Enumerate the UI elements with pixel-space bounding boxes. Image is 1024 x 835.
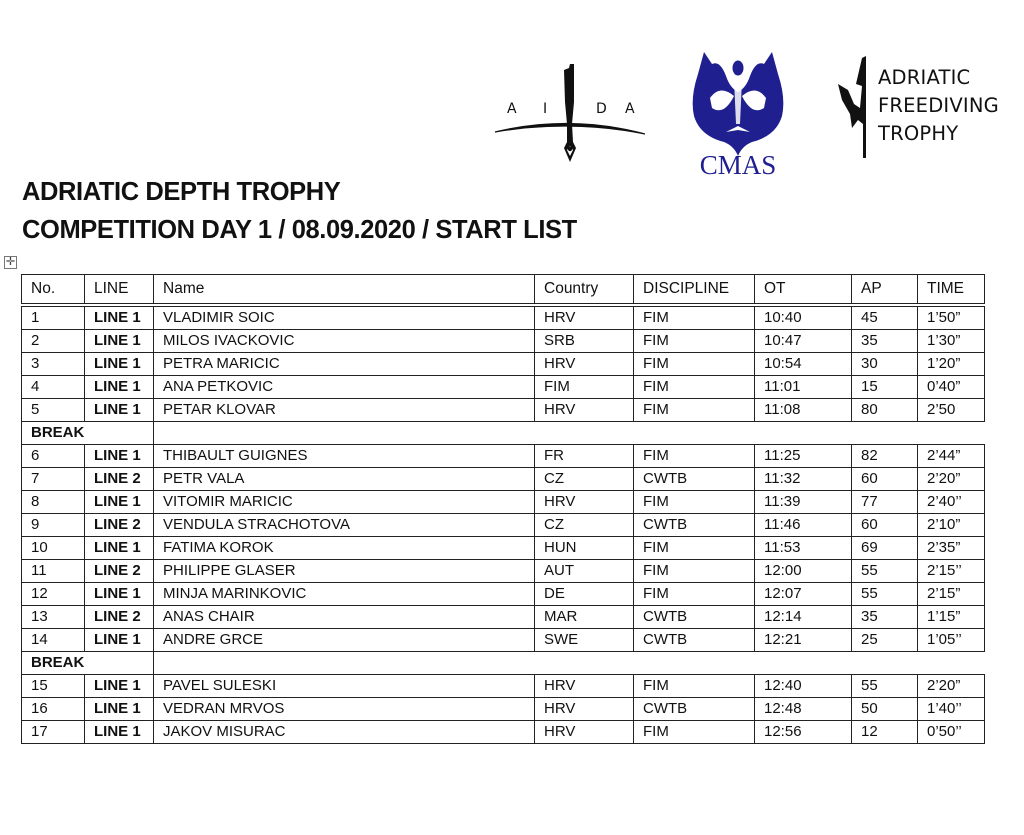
start-list-table xyxy=(21,274,985,744)
break-row xyxy=(22,422,985,445)
cell-country: HRV xyxy=(535,675,634,698)
cell-ap: 15 xyxy=(852,376,918,399)
cell-line: LINE 1 xyxy=(85,399,154,422)
cell-discipline: FIM xyxy=(634,537,755,560)
cell-time: 2’40’’ xyxy=(918,491,985,514)
cell-ot: 11:32 xyxy=(755,468,852,491)
cell-ap: 60 xyxy=(852,514,918,537)
table-row xyxy=(22,353,985,376)
table-row xyxy=(22,305,985,330)
aida-letter: D xyxy=(596,101,607,117)
column-header-discipline: DISCIPLINE xyxy=(634,275,755,306)
cell-country: HRV xyxy=(535,305,634,330)
cell-ot: 11:08 xyxy=(755,399,852,422)
cell-ap: 35 xyxy=(852,606,918,629)
cell-country: CZ xyxy=(535,514,634,537)
cell-time: 1’40’’ xyxy=(918,698,985,721)
cell-no: 3 xyxy=(22,353,85,376)
cell-ap: 25 xyxy=(852,629,918,652)
cell-time: 2’15” xyxy=(918,583,985,606)
table-row xyxy=(22,445,985,468)
cell-country: HRV xyxy=(535,353,634,376)
cell-ot: 12:48 xyxy=(755,698,852,721)
cell-ot: 10:54 xyxy=(755,353,852,376)
cell-no: 13 xyxy=(22,606,85,629)
cell-name: VEDRAN MRVOS xyxy=(154,698,535,721)
cell-time: 0’40” xyxy=(918,376,985,399)
cell-ap: 82 xyxy=(852,445,918,468)
cell-time: 1’05’’ xyxy=(918,629,985,652)
aida-letter: A xyxy=(507,101,517,117)
cell-name: ANA PETKOVIC xyxy=(154,376,535,399)
column-header-ot: OT xyxy=(755,275,852,306)
table-header-row xyxy=(22,275,985,306)
cell-line: LINE 1 xyxy=(85,698,154,721)
table-row xyxy=(22,698,985,721)
break-empty-cell xyxy=(154,422,985,445)
cell-ot: 12:07 xyxy=(755,583,852,606)
cell-ap: 35 xyxy=(852,330,918,353)
table-row xyxy=(22,560,985,583)
cmas-mermaid-icon xyxy=(690,46,786,180)
table-row xyxy=(22,629,985,652)
cell-time: 1’15” xyxy=(918,606,985,629)
column-header-ap: AP xyxy=(852,275,918,306)
break-label: BREAK xyxy=(22,422,154,445)
cell-no: 14 xyxy=(22,629,85,652)
table-row xyxy=(22,376,985,399)
cell-no: 2 xyxy=(22,330,85,353)
cell-country: AUT xyxy=(535,560,634,583)
cell-no: 8 xyxy=(22,491,85,514)
cell-ot: 11:39 xyxy=(755,491,852,514)
table-row xyxy=(22,468,985,491)
cell-no: 4 xyxy=(22,376,85,399)
cell-country: SWE xyxy=(535,629,634,652)
cell-ot: 11:53 xyxy=(755,537,852,560)
cell-time: 2’10” xyxy=(918,514,985,537)
cell-ap: 12 xyxy=(852,721,918,744)
break-label: BREAK xyxy=(22,652,154,675)
cell-ap: 55 xyxy=(852,675,918,698)
table-row xyxy=(22,537,985,560)
document-subtitle: COMPETITION DAY 1 / 08.09.2020 / START LIST xyxy=(22,216,577,244)
cell-no: 5 xyxy=(22,399,85,422)
cell-no: 11 xyxy=(22,560,85,583)
cell-name: THIBAULT GUIGNES xyxy=(154,445,535,468)
cell-discipline: FIM xyxy=(634,721,755,744)
cell-discipline: FIM xyxy=(634,399,755,422)
cell-discipline: CWTB xyxy=(634,606,755,629)
cell-time: 0’50’’ xyxy=(918,721,985,744)
cell-country: HRV xyxy=(535,491,634,514)
cell-discipline: CWTB xyxy=(634,698,755,721)
cell-name: PETAR KLOVAR xyxy=(154,399,535,422)
cell-time: 2’50 xyxy=(918,399,985,422)
cell-discipline: FIM xyxy=(634,560,755,583)
cell-name: ANAS CHAIR xyxy=(154,606,535,629)
cell-no: 7 xyxy=(22,468,85,491)
cell-discipline: FIM xyxy=(634,330,755,353)
cell-discipline: FIM xyxy=(634,445,755,468)
cell-country: SRB xyxy=(535,330,634,353)
table-row xyxy=(22,606,985,629)
cell-name: VENDULA STRACHOTOVA xyxy=(154,514,535,537)
aida-logo xyxy=(493,62,648,166)
cell-ap: 60 xyxy=(852,468,918,491)
cell-country: MAR xyxy=(535,606,634,629)
cell-ap: 55 xyxy=(852,560,918,583)
table-row xyxy=(22,675,985,698)
break-row xyxy=(22,652,985,675)
cell-name: MINJA MARINKOVIC xyxy=(154,583,535,606)
cell-ap: 30 xyxy=(852,353,918,376)
move-arrows-icon[interactable]: ✛ xyxy=(5,256,16,268)
cell-country: HUN xyxy=(535,537,634,560)
trident-icon xyxy=(836,54,876,160)
cell-country: FR xyxy=(535,445,634,468)
cell-discipline: FIM xyxy=(634,376,755,399)
cell-country: CZ xyxy=(535,468,634,491)
cell-no: 16 xyxy=(22,698,85,721)
cell-ap: 77 xyxy=(852,491,918,514)
cell-no: 1 xyxy=(22,305,85,330)
cell-line: LINE 1 xyxy=(85,675,154,698)
cell-ap: 55 xyxy=(852,583,918,606)
cell-ap: 45 xyxy=(852,305,918,330)
cell-no: 6 xyxy=(22,445,85,468)
cell-discipline: FIM xyxy=(634,305,755,330)
aft-line: ADRIATIC xyxy=(878,66,971,89)
column-header-time: TIME xyxy=(918,275,985,306)
aft-line: TROPHY xyxy=(878,122,959,145)
cell-line: LINE 2 xyxy=(85,606,154,629)
cell-country: HRV xyxy=(535,698,634,721)
cell-name: MILOS IVACKOVIC xyxy=(154,330,535,353)
cell-time: 2’15’’ xyxy=(918,560,985,583)
adriatic-freediving-trophy-logo xyxy=(836,54,1016,160)
cell-no: 12 xyxy=(22,583,85,606)
cell-discipline: CWTB xyxy=(634,468,755,491)
aida-letter: I xyxy=(543,101,548,117)
cell-ot: 12:40 xyxy=(755,675,852,698)
aft-line: FREEDIVING xyxy=(878,94,999,117)
cell-discipline: CWTB xyxy=(634,629,755,652)
cell-ap: 50 xyxy=(852,698,918,721)
cell-no: 17 xyxy=(22,721,85,744)
cell-line: LINE 1 xyxy=(85,353,154,376)
cell-ot: 10:47 xyxy=(755,330,852,353)
cell-country: DE xyxy=(535,583,634,606)
cell-time: 1’30” xyxy=(918,330,985,353)
cell-discipline: FIM xyxy=(634,675,755,698)
cell-country: HRV xyxy=(535,399,634,422)
cell-ot: 11:25 xyxy=(755,445,852,468)
cell-line: LINE 1 xyxy=(85,629,154,652)
cell-ot: 12:00 xyxy=(755,560,852,583)
cell-country: HRV xyxy=(535,721,634,744)
cell-line: LINE 1 xyxy=(85,376,154,399)
cell-name: PAVEL SULESKI xyxy=(154,675,535,698)
cell-name: ANDRE GRCE xyxy=(154,629,535,652)
column-header-country: Country xyxy=(535,275,634,306)
cell-no: 10 xyxy=(22,537,85,560)
cell-line: LINE 1 xyxy=(85,305,154,330)
break-empty-cell xyxy=(154,652,985,675)
cell-name: VITOMIR MARICIC xyxy=(154,491,535,514)
table-row xyxy=(22,514,985,537)
cell-line: LINE 1 xyxy=(85,721,154,744)
cell-time: 1’20” xyxy=(918,353,985,376)
cell-no: 15 xyxy=(22,675,85,698)
cell-discipline: FIM xyxy=(634,583,755,606)
cell-line: LINE 1 xyxy=(85,583,154,606)
column-header-no: No. xyxy=(22,275,85,306)
cell-time: 2’35” xyxy=(918,537,985,560)
table-row xyxy=(22,330,985,353)
cell-ap: 80 xyxy=(852,399,918,422)
cmas-logo xyxy=(690,46,786,180)
cell-time: 2’20” xyxy=(918,675,985,698)
aida-letter: A xyxy=(625,101,635,117)
cell-name: PHILIPPE GLASER xyxy=(154,560,535,583)
cell-name: PETRA MARICIC xyxy=(154,353,535,376)
table-row xyxy=(22,399,985,422)
cell-name: JAKOV MISURAC xyxy=(154,721,535,744)
table-row xyxy=(22,583,985,606)
table-row xyxy=(22,721,985,744)
cell-ot: 12:14 xyxy=(755,606,852,629)
cell-line: LINE 1 xyxy=(85,445,154,468)
cell-name: VLADIMIR SOIC xyxy=(154,305,535,330)
cell-discipline: FIM xyxy=(634,491,755,514)
cell-ot: 11:01 xyxy=(755,376,852,399)
cell-ot: 11:46 xyxy=(755,514,852,537)
cell-ap: 69 xyxy=(852,537,918,560)
cell-no: 9 xyxy=(22,514,85,537)
cell-time: 2’20” xyxy=(918,468,985,491)
cell-line: LINE 1 xyxy=(85,330,154,353)
column-header-line: LINE xyxy=(85,275,154,306)
cell-name: FATIMA KOROK xyxy=(154,537,535,560)
cell-country: FIM xyxy=(535,376,634,399)
cell-time: 1’50” xyxy=(918,305,985,330)
table-row xyxy=(22,491,985,514)
cell-line: LINE 1 xyxy=(85,491,154,514)
document-title: ADRIATIC DEPTH TROPHY xyxy=(22,178,341,206)
cell-ot: 12:21 xyxy=(755,629,852,652)
column-header-name: Name xyxy=(154,275,535,306)
cell-line: LINE 2 xyxy=(85,468,154,491)
cell-line: LINE 2 xyxy=(85,514,154,537)
cmas-text: CMAS xyxy=(699,150,777,180)
cell-name: PETR VALA xyxy=(154,468,535,491)
cell-ot: 12:56 xyxy=(755,721,852,744)
cell-ot: 10:40 xyxy=(755,305,852,330)
cell-time: 2’44” xyxy=(918,445,985,468)
cell-discipline: FIM xyxy=(634,353,755,376)
cell-discipline: CWTB xyxy=(634,514,755,537)
cell-line: LINE 1 xyxy=(85,537,154,560)
aida-diver-icon xyxy=(493,62,648,166)
cell-line: LINE 2 xyxy=(85,560,154,583)
